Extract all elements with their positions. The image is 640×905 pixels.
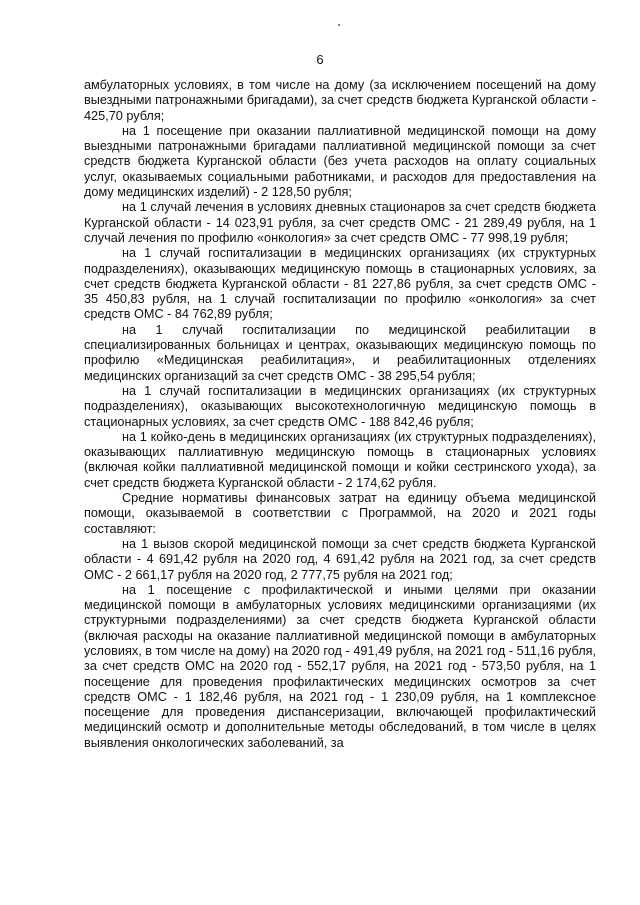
paragraph-norms-intro: Средние нормативы финансовых затрат на единицу объема медицинской помощи, оказываемой в соответствии с Программой, на 2020 и 2021 годы составляют: <box>84 491 596 536</box>
paragraph-hospitalization: на 1 случай госпитализации в медицинских организациях (их структурных подразделениях), оказывающих медицинскую помощь в стационарных условиях, за счет средств бюджета Курганской области - 81 227,86 рубля, за счет средств ОМС - 35 450,83 рубля, на 1 случай госпитализации по профилю «онкология» за счет средств ОМС - 84 762,89 рубля; <box>84 246 596 322</box>
paragraph-palliative-bed-day: на 1 койко-день в медицинских организациях (их структурных подразделениях), оказывающих паллиативную медицинскую помощь в стационарных условиях (включая койки паллиативной медицинской помощи и койки сестринского ухода), за счет средств бюджета Курганской области - 2 174,62 рубля. <box>84 429 596 490</box>
paragraph-rehabilitation: на 1 случай госпитализации по медицинской реабилитации в специализированных больницах и центрах, оказывающих медицинскую помощь по профилю «Медицинская реабилитация», и реабилитационных отделениях медицинских организаций за счет средств ОМС - 38 295,54 рубля; <box>84 322 596 383</box>
paragraph-day-hospital: на 1 случай лечения в условиях дневных стационаров за счет средств бюджета Курганской области - 14 023,91 рубля, за счет средств ОМС - 21 289,49 рубля, на 1 случай лечения по профилю «онкология» за счет средств ОМС - 77 998,19 рубля; <box>84 200 596 245</box>
paragraph-ambulance-call: на 1 вызов скорой медицинской помощи за счет средств бюджета Курганской области - 4 691,42 рубля на 2020 год, 4 691,42 рубля на 2021 год, за счет средств ОМС - 2 661,17 рубля на 2020 год, 2 777,75 рубля на 2021 год; <box>84 536 596 582</box>
paragraph-palliative-home-visit: на 1 посещение при оказании паллиативной медицинской помощи на дому выездными патронажными бригадами паллиативной медицинской помощи за счет средств бюджета Курганской области (без учета расходов на оплату социальных услуг, оказываемых социальными работниками, и расходов для предоставления на дому медицинских изделий) - 2 128,50 рубля; <box>84 123 596 200</box>
document-body <box>84 78 596 751</box>
page-number: 6 <box>316 52 324 67</box>
scan-speck <box>338 24 340 26</box>
paragraph-continuation: амбулаторных условиях, в том числе на дому (за исключением посещений на дому выездными патронажными бригадами), за счет средств бюджета Курганской области - 425,70 рубля; <box>84 78 596 123</box>
paragraph-preventive-visit: на 1 посещение с профилактической и иными целями при оказании медицинской помощи в амбулаторных условиях медицинскими организациями (их структурными подразделениями) за счет средств бюджета Курганской области (включая расходы на оказание паллиативной медицинской помощи в амбулаторных условиях, в том числе на дому) на 2020 год - 491,49 рубля, на 2021 год - 511,16 рубля, за счет средств ОМС на 2020 год - 552,17 рубля, на 2021 год - 573,50 рубля, на 1 посещение для проведения профилактических медицинских осмотров за счет средств ОМС - 1 182,46 рубля, на 2021 год - 1 230,09 рубля, на 1 комплексное посещение для проведения диспансеризации, включающей профилактический медицинский осмотр и дополнительные методы обследований, в том числе в целях выявления онкологических заболеваний, за <box>84 582 596 750</box>
paragraph-high-tech-care: на 1 случай госпитализации в медицинских организациях (их структурных подразделениях), оказывающих высокотехнологичную медицинскую помощь в стационарных условиях, за счет средств ОМС - 188 842,46 рубля; <box>84 383 596 429</box>
